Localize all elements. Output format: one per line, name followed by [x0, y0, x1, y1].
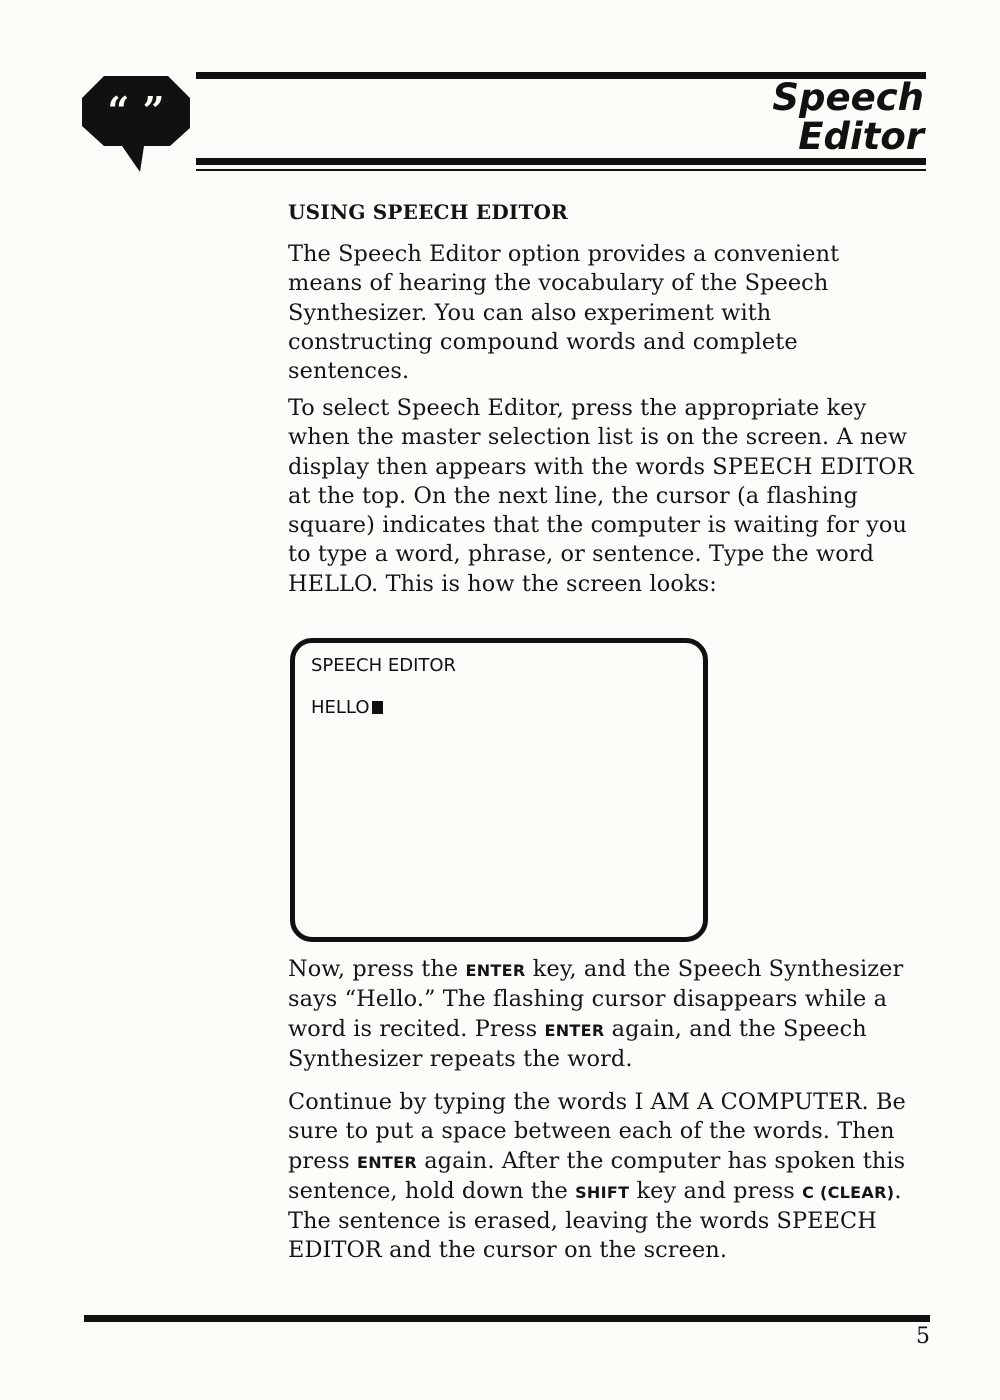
- paragraph-4-block: [288, 1088, 918, 1266]
- paragraph-4: [288, 1088, 918, 1266]
- paragraph-3-text-2: key, and the Speech Synthesizer says “Hello.” The flashing cursor disappears while a word is recited. Press: [288, 956, 904, 1042]
- paragraph-1: The Speech Editor option provides a convenient means of hearing the vocabulary of the Speech Synthesizer. You can also experiment with constructing compound words and complete sentences.: [288, 241, 840, 385]
- speech-bubble-logo: [82, 76, 190, 176]
- enter-key-label: ENTER: [544, 1020, 605, 1040]
- paragraph-4-text-1: Continue by typing the words I AM A COMPUTER. Be sure to put a space between each of the words. Then press: [288, 1089, 906, 1174]
- paragraph-3-text-3: again, and the Speech Synthesizer repeats the word.: [288, 1015, 867, 1072]
- shift-key-label: SHIFT: [575, 1182, 630, 1202]
- paragraph-3-text-1: Now, press the: [288, 956, 466, 982]
- paragraph-1-block: [288, 240, 898, 386]
- paragraph-4-text-4: . The sentence is erased, leaving the words SPEECH EDITOR and the cursor on the screen.: [288, 1177, 902, 1264]
- footer-rule: [84, 1315, 930, 1322]
- screen-title-text: SPEECH EDITOR: [311, 655, 457, 676]
- screen-input-line: [311, 697, 383, 718]
- screen-input-text: HELLO: [311, 697, 370, 718]
- page-title: [772, 78, 924, 156]
- section-heading: USING SPEECH EDITOR: [288, 200, 568, 224]
- computer-screen-illustration: [290, 638, 708, 942]
- paragraph-2: To select Speech Editor, press the appropriate key when the master selection list is on the screen. A new display then appears with the words SPEECH EDITOR at the top. On the next line, the cursor (a flashing square) indicates that the computer is waiting for you to type a word, phrase, or sentence. Type the word HELLO. This is how the screen looks:: [288, 395, 914, 597]
- paragraph-4-text-3: key and press: [629, 1177, 803, 1204]
- paragraph-4-text-2: again. After the computer has spoken this sentence, hold down the: [288, 1147, 906, 1204]
- paragraph-3: [288, 955, 948, 1074]
- enter-key-label: ENTER: [357, 1152, 417, 1172]
- paragraph-3-block: [288, 955, 948, 1074]
- cursor-block-icon: [372, 701, 383, 714]
- page-title-line2: Editor: [798, 115, 924, 158]
- header-rule-bottom-thin: [196, 169, 926, 171]
- clear-key-label: C (CLEAR): [802, 1182, 895, 1202]
- header-rule-bottom-thick: [196, 158, 926, 165]
- page-number: 5: [916, 1324, 930, 1349]
- paragraph-2-block: [288, 394, 928, 599]
- speech-bubble-quotes-icon: [82, 76, 190, 176]
- enter-key-label: ENTER: [465, 961, 526, 980]
- page-title-line1: Speech: [772, 76, 924, 119]
- quote-marks-glyph: “ ”: [107, 88, 165, 133]
